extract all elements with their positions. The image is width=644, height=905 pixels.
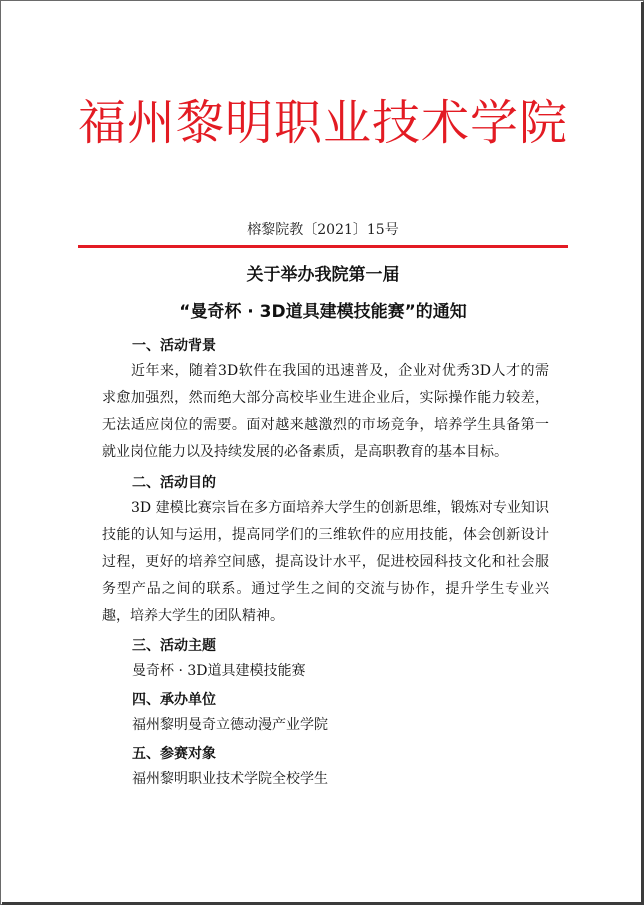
notice-title-line-2: “曼奇杯 · 3D道具建模技能赛”的通知 — [179, 302, 467, 322]
section-heading-purpose: 二、活动目的 — [132, 475, 216, 491]
institution-title: 福州黎明职业技术学院 — [77, 95, 568, 151]
section-heading-participants: 五、参赛对象 — [132, 746, 216, 762]
section-heading-background: 一、活动背景 — [132, 338, 216, 354]
section-body-theme: 曼奇杯 · 3D道具建模技能赛 — [132, 663, 306, 679]
section-body-participants: 福州黎明职业技术学院全校学生 — [132, 771, 328, 787]
section-heading-theme: 三、活动主题 — [132, 638, 216, 654]
notice-title-line-1: 关于举办我院第一届 — [246, 265, 400, 285]
document-number: 榕黎院教〔2021〕15号 — [247, 222, 399, 238]
section-body-background: 近年来，随着3D软件在我国的迅速普及，企业对优秀3D人才的需求愈加强烈，然而绝大部分高校毕业生进企业后，实际操作能力较差，无法适应岗位的需要。面对越来越激烈的市场竞争，培养学生具备第一就业岗位能力以及持续发展的必备素质，是高职教育的基本目标。 — [102, 363, 549, 460]
section-heading-organizer: 四、承办单位 — [132, 692, 216, 708]
section-body-organizer: 福州黎明曼奇立德动漫产业学院 — [132, 717, 328, 733]
notice-body — [102, 334, 549, 793]
header-divider — [78, 245, 568, 248]
section-body-purpose: 3D 建模比赛宗旨在多方面培养大学生的创新思维，锻炼对专业知识技能的认知与运用，提高同学们的三维软件的应用技能，体会创新设计过程，更好的培养空间感，提高设计水平，促进校园科技文化和社会服务型产品之间的联系。通过学生之间的交流与协作，提升学生专业兴趣，培养大学生的团队精神。 — [102, 500, 549, 624]
